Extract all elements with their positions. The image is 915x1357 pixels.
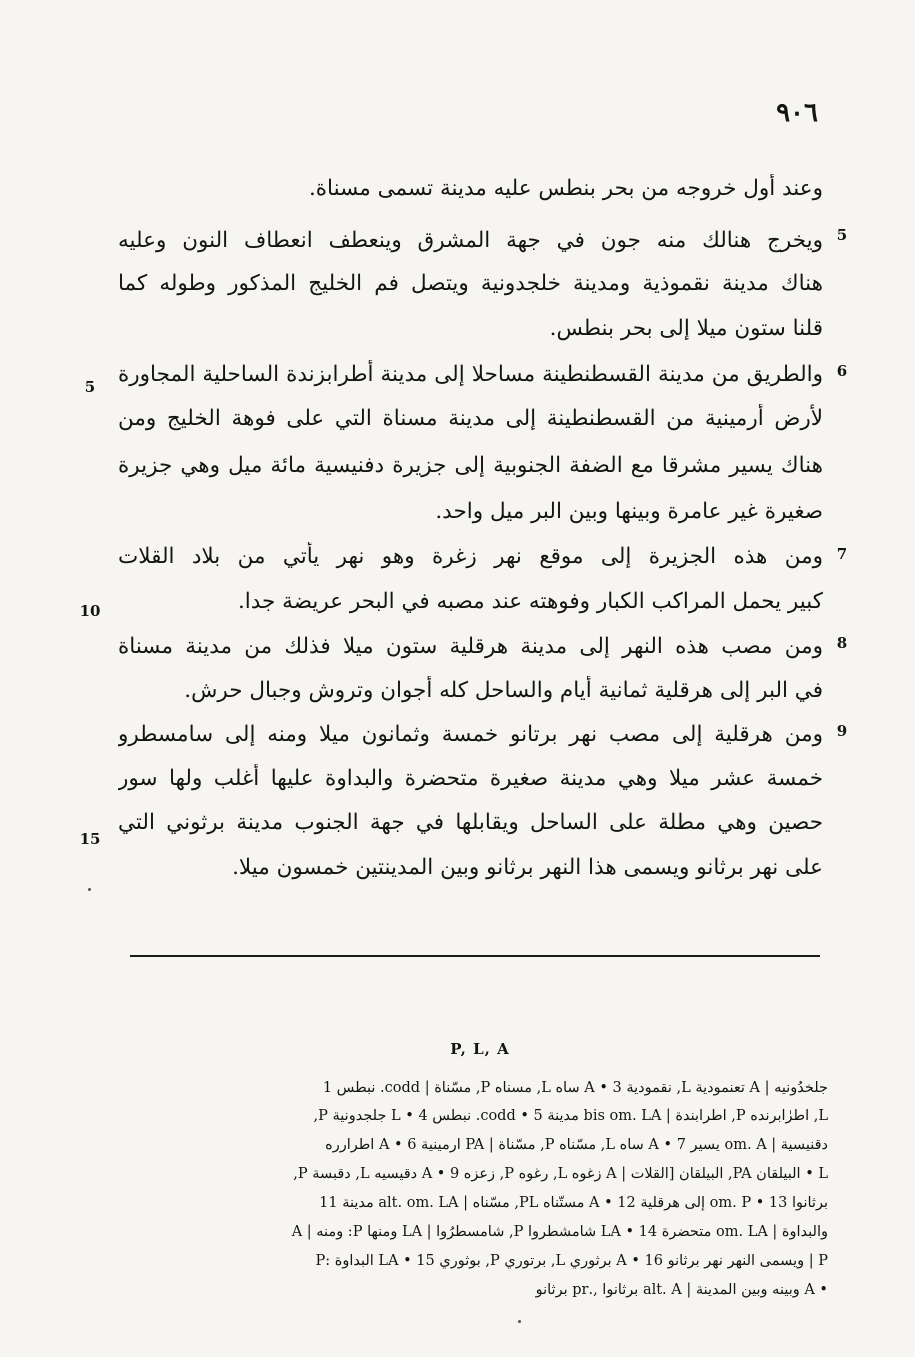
line-number: 15: [79, 830, 101, 848]
paragraph-number: 8: [836, 634, 848, 652]
text-line: كبير يحمل المراكب الكبار وفوهته عند مصبه في البحر عريضة جدا.: [237, 589, 823, 614]
line-number: 10: [79, 602, 101, 620]
text-line: على نهر برثانو ويسمى هذا النهر برثانو وبين المدينتين خمسون ميلا.: [232, 855, 823, 880]
apparatus-line: دقنيسية | om. A يسير 7 • A ساه L, مسّناه P, مسّناة | PA ارمينية 6 • A اطرارره: [325, 1137, 828, 1153]
apparatus-line: برثانوا 13 • om. P إلى هرقلية 12 • A مستّناه PL, مسّناه | alt. om. LA مدينة 11: [319, 1195, 828, 1211]
page-number: ٩٠٦: [776, 98, 818, 128]
manuscript-sigla: P, L, A: [450, 1040, 510, 1058]
text-line: قلنا ستون ميلا إلى بحر بنطس.: [549, 316, 823, 341]
apparatus-line: • A وبينه وبين المدينة | alt. A برثانوا ,.pr برثانو: [535, 1282, 828, 1298]
text-line: ومن هذه الجزيرة إلى موقع نهر زغرة وهو نهر يأتي من بلاد القلات: [118, 544, 823, 569]
margin-speck: [88, 888, 91, 891]
paragraph-number: 7: [836, 545, 848, 563]
text-line: ويخرج هنالك منه جون في جهة المشرق وينعطف انعطاف النون وعليه: [118, 228, 823, 253]
apparatus-line: P | ويسمى النهر نهر برثانو 16 • A برثوري L, برتوري P, بوثوري 15 • LA البداوة :P: [315, 1253, 828, 1269]
apparatus-line: L, اطرٰابرنده P, اطرابندة | bis om. LA مدينة 5 • codd. نبطس 4 • L جلجدونية P,: [313, 1108, 828, 1124]
text-line: في البر إلى هرقلية ثمانية أيام والساحل كله أجوان وتروش وجبال حرش.: [184, 678, 823, 703]
text-line: صغيرة غير عامرة وبينها وبين البر ميل واحد.: [435, 499, 823, 524]
footnote-separator: [130, 955, 820, 957]
text-line: وعند أول خروجه من بحر بنطس عليه مدينة تسمى مسناة.: [308, 176, 823, 201]
apparatus-line: L • البيلقان PA, البيلقان [القلات | A زغوه L, رغوه P, زعزه 9 • A دقيسيه L, دقبسة P,: [293, 1166, 828, 1182]
text-line: ومن هرقلية إلى مصب نهر برتانو خمسة وثمانون ميلا ومنه إلى سامسطرو: [118, 722, 823, 747]
text-line: حصين وهي مطلة على الساحل ويقابلها في جهة الجنوب مدينة برثوني التي: [118, 810, 823, 835]
paragraph-number: 6: [836, 362, 848, 380]
text-line: ومن مصب هذه النهر إلى مدينة هرقلية ستون ميلا فذلك من مدينة مسناة: [118, 634, 823, 659]
text-line: هناك يسير مشرقا مع الضفة الجنوبية إلى جزيرة دفنيسية مائة ميل وهي جزيرة: [118, 453, 823, 478]
text-line: خمسة عشر ميلا وهي مدينة صغيرة متحضرة والبداوة عليها أغلب ولها سور: [118, 766, 823, 791]
text-line: هناك مدينة نقموذية ومدينة خلجدونية ويتصل فم الخليج المذكور وطوله كما: [118, 271, 823, 296]
apparatus-line: والبداوة | om. LA متحضرة 14 • LA شامشطروا P, شامسطرُوا | LA ومنها P: ومنه | A: [291, 1224, 828, 1240]
text-line: والطريق من مدينة القسطنطينة مساحلا إلى مدينة أطرابزندة الساحلية المجاورة: [118, 362, 823, 387]
margin-speck: [518, 1320, 521, 1323]
line-number: 5: [84, 378, 96, 396]
paragraph-number: 5: [836, 226, 848, 244]
paragraph-number: 9: [836, 722, 848, 740]
text-line: لأرض أرمينية من القسطنطينة إلى مدينة مسناة التي على فوهة الخليج ومن: [118, 406, 823, 431]
apparatus-line: جلخدُونيه | A تعنمودية L, نقمودية 3 • A ساه L, مسناه P, مسّناة | codd. نبطس 1: [322, 1080, 828, 1096]
